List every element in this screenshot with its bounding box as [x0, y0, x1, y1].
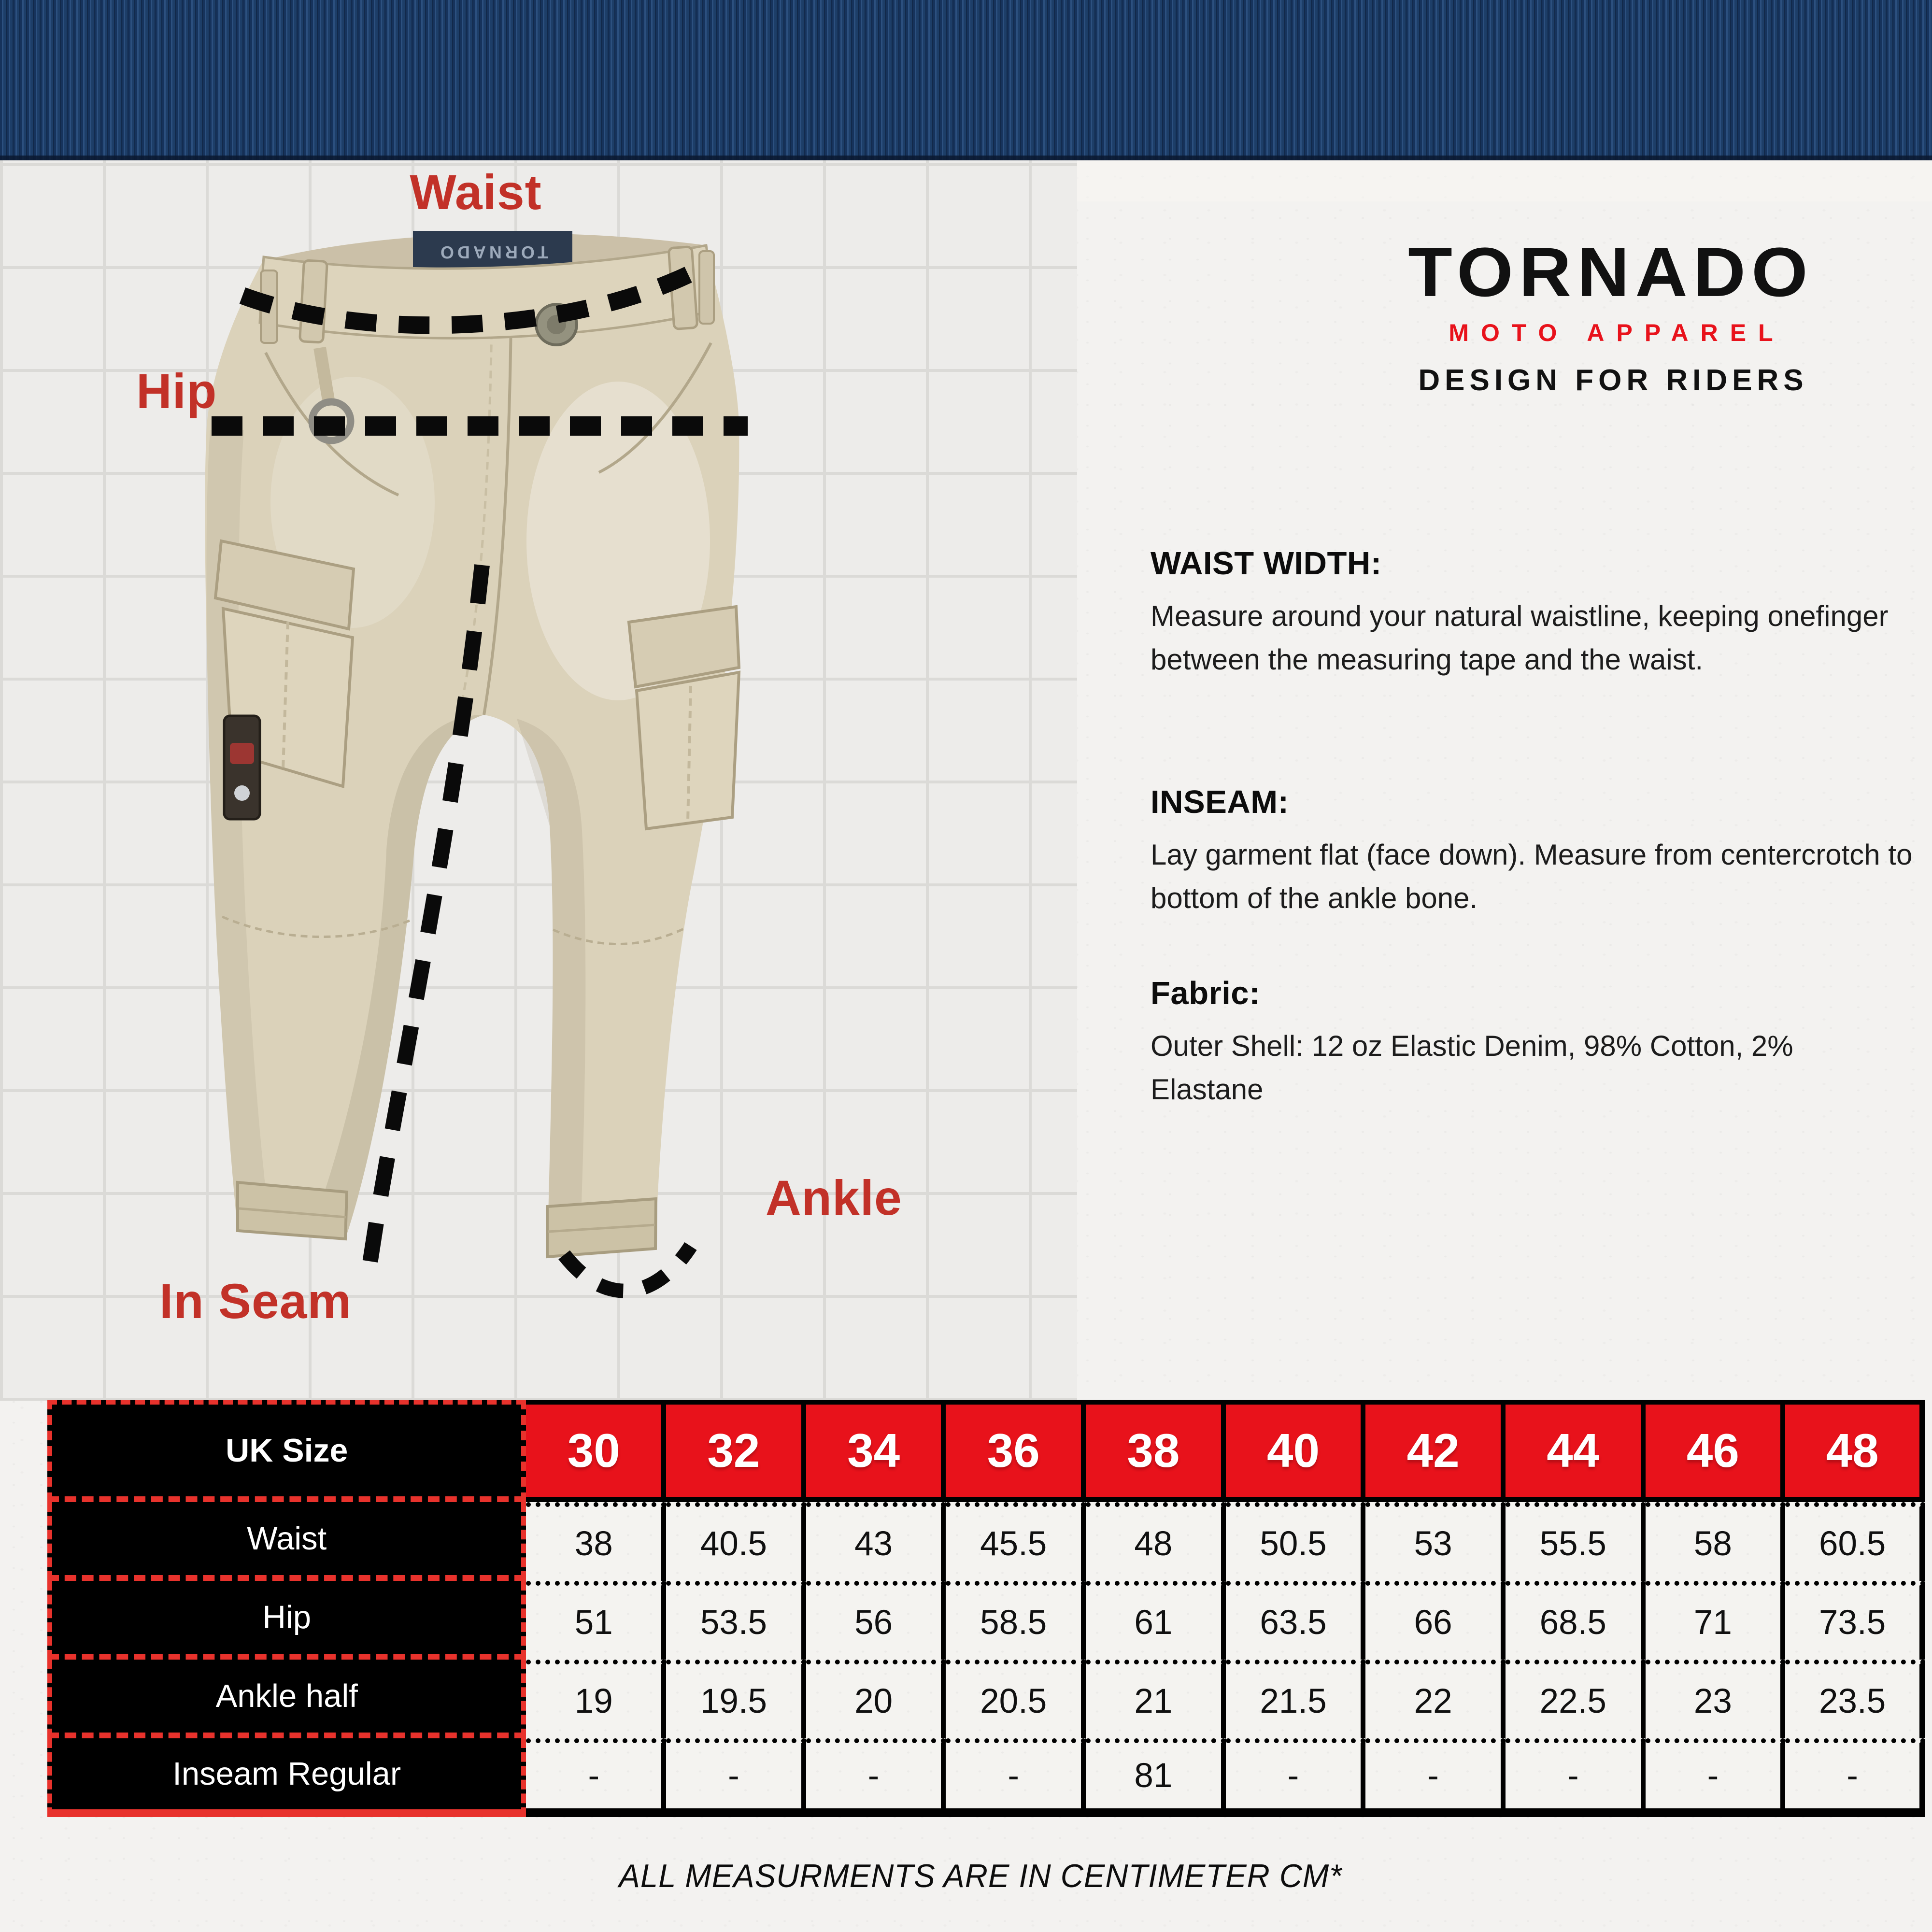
table-value-cell: 60.5	[1785, 1502, 1925, 1581]
table-value-cell: 43	[806, 1502, 946, 1581]
row-label-cell: Waist	[47, 1502, 526, 1581]
inseam-dash-line	[367, 565, 482, 1284]
table-value-cell: 55.5	[1506, 1502, 1646, 1581]
table-value-cell: 19	[526, 1660, 666, 1738]
table-value-cell: -	[806, 1738, 946, 1817]
size-header-cell: 38	[1086, 1400, 1226, 1502]
table-value-cell: 56	[806, 1581, 946, 1660]
table-value-cell: -	[1785, 1738, 1925, 1817]
table-value-cell: 20.5	[946, 1660, 1086, 1738]
table-row	[47, 1660, 1925, 1738]
table-value-cell: 19.5	[666, 1660, 806, 1738]
size-header-cell: 32	[666, 1400, 806, 1502]
size-header-cell: 34	[806, 1400, 946, 1502]
brand-logo	[1391, 233, 1831, 398]
waist-width-heading: WAIST WIDTH:	[1151, 545, 1382, 582]
row-label-cell: Ankle half	[47, 1660, 526, 1738]
table-value-cell: 48	[1086, 1502, 1226, 1581]
hip-label: Hip	[136, 364, 217, 419]
table-value-cell: -	[946, 1738, 1086, 1817]
table-value-cell: 63.5	[1226, 1581, 1366, 1660]
fabric-body: Outer Shell: 12 oz Elastic Denim, 98% Cotton, 2% Elastane	[1151, 1030, 1793, 1106]
svg-text:TORNADO: TORNADO	[437, 242, 549, 262]
table-value-cell: 23.5	[1785, 1660, 1925, 1738]
table-value-cell: 50.5	[1226, 1502, 1366, 1581]
table-value-cell: 22.5	[1506, 1660, 1646, 1738]
table-value-cell: -	[666, 1738, 806, 1817]
size-header-cell: 48	[1785, 1400, 1925, 1502]
uk-size-header-cell: UK Size	[47, 1400, 526, 1502]
inseam-body: Lay garment flat (face down). Measure from centercrotch to bottom of the ankle bone.	[1151, 838, 1913, 914]
waist-width-section	[1151, 545, 1914, 682]
table-value-cell: 66	[1365, 1581, 1506, 1660]
size-table-container	[47, 1400, 1925, 1817]
size-header-cell: 44	[1506, 1400, 1646, 1502]
size-header-cell: 36	[946, 1400, 1086, 1502]
table-value-cell: 45.5	[946, 1502, 1086, 1581]
footnote: ALL MEASURMENTS ARE IN CENTIMETER CM*	[619, 1858, 1342, 1894]
table-value-cell: 58	[1646, 1502, 1786, 1581]
size-header-cell: 40	[1226, 1400, 1366, 1502]
size-header-cell: 42	[1365, 1400, 1506, 1502]
table-value-cell: 53	[1365, 1502, 1506, 1581]
table-value-cell: 81	[1086, 1738, 1226, 1817]
size-header-cell: 46	[1646, 1400, 1786, 1502]
inseam-label: In Seam	[159, 1274, 352, 1329]
fabric-section	[1151, 975, 1914, 1111]
table-value-cell: -	[526, 1738, 666, 1817]
inseam-heading: INSEAM:	[1151, 784, 1289, 820]
table-value-cell: 58.5	[946, 1581, 1086, 1660]
table-value-cell: 21.5	[1226, 1660, 1366, 1738]
inseam-section	[1151, 783, 1914, 920]
ankle-label: Ankle	[766, 1170, 902, 1225]
table-value-cell: 68.5	[1506, 1581, 1646, 1660]
table-value-cell: 73.5	[1785, 1581, 1925, 1660]
table-value-cell: 20	[806, 1660, 946, 1738]
table-value-cell: 61	[1086, 1581, 1226, 1660]
brand-tagline: MOTO APPAREL	[1449, 319, 1785, 346]
size-header-row	[47, 1400, 1925, 1502]
brand-name: TORNADO	[1408, 233, 1814, 311]
table-row	[47, 1738, 1925, 1817]
waist-label: Waist	[410, 165, 542, 220]
table-value-cell: -	[1365, 1738, 1506, 1817]
table-value-cell: 21	[1086, 1660, 1226, 1738]
ankle-dash-line	[564, 1246, 691, 1291]
table-value-cell: -	[1506, 1738, 1646, 1817]
table-value-cell: 51	[526, 1581, 666, 1660]
fabric-heading: Fabric:	[1151, 975, 1260, 1011]
table-row	[47, 1502, 1925, 1581]
brand-slogan: DESIGN FOR RIDERS	[1418, 364, 1808, 397]
row-label-cell: Hip	[47, 1581, 526, 1660]
table-row	[47, 1581, 1925, 1660]
size-header-cell: 30	[526, 1400, 666, 1502]
table-value-cell: 22	[1365, 1660, 1506, 1738]
size-table	[47, 1400, 1925, 1817]
row-label-cell: Inseam Regular	[47, 1738, 526, 1817]
table-value-cell: 71	[1646, 1581, 1786, 1660]
table-value-cell: 38	[526, 1502, 666, 1581]
waist-width-body: Measure around your natural waistline, keeping onefinger between the measuring tape and the waist.	[1151, 600, 1889, 676]
table-value-cell: 53.5	[666, 1581, 806, 1660]
waist-dash-line	[242, 267, 704, 325]
table-value-cell: -	[1646, 1738, 1786, 1817]
table-value-cell: -	[1226, 1738, 1366, 1817]
table-value-cell: 23	[1646, 1660, 1786, 1738]
table-value-cell: 40.5	[666, 1502, 806, 1581]
